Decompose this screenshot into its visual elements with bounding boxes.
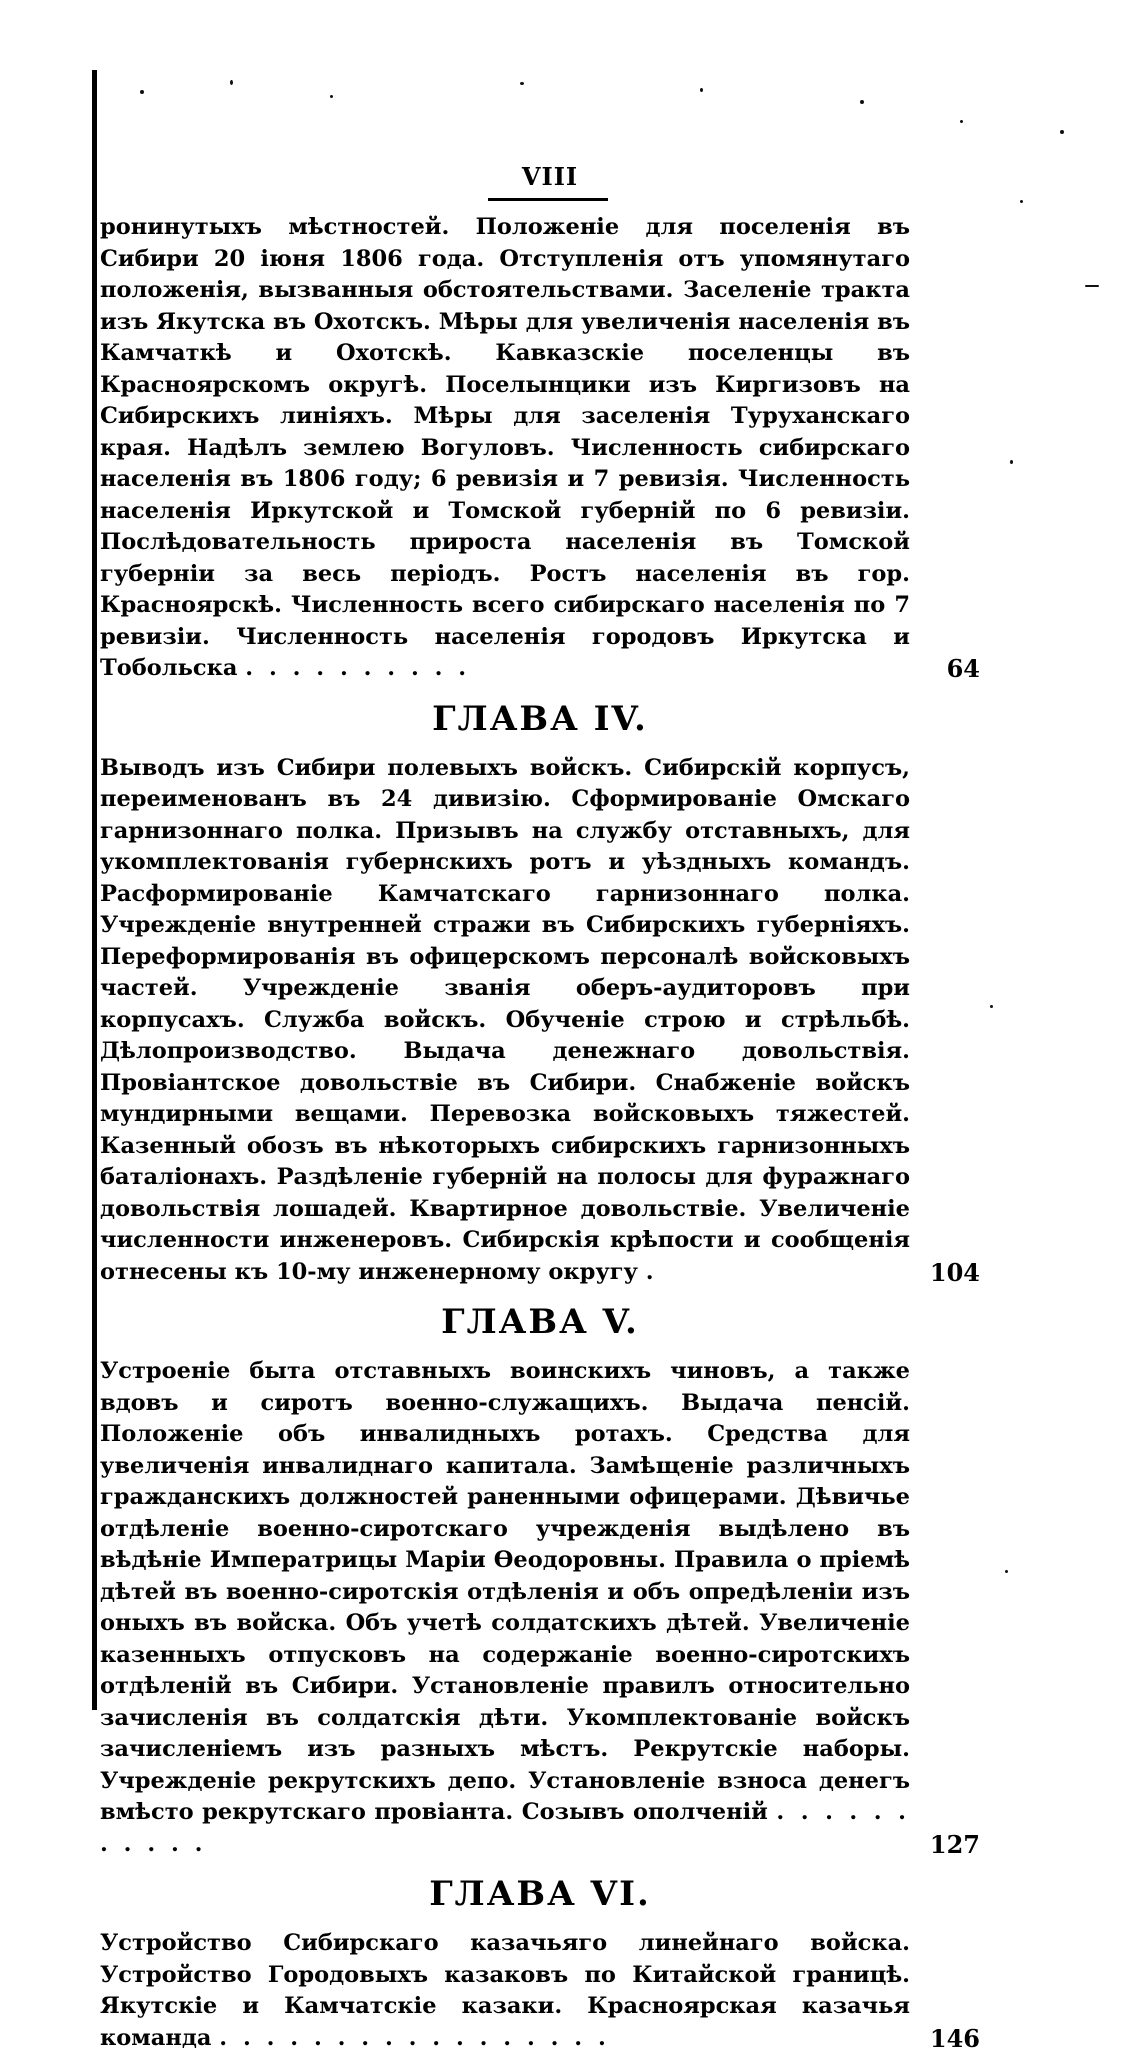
print-speck	[990, 1005, 993, 1008]
toc-page-ref: 64	[920, 653, 980, 685]
toc-entry-summary: Устроеніе быта отставныхъ воинскихъ чиновъ, а также вдовъ и сиротъ военно-служащихъ. Выдача пенсій. Положеніе объ инвалидныхъ ротахъ. Средства для увеличенія инвалиднаго капитала. Замѣщеніе различныхъ гражданскихъ должностей раненными офицерами. Дѣвичье отдѣленіе военно-сиротскаго учрежденія выдѣлено въ вѣдѣніе Императрицы Маріи Ѳеодоровны. Правила о пріемѣ дѣтей въ военно-сиротскія отдѣленія и объ опредѣленіи изъ оныхъ въ войска. Объ учетѣ солдатскихъ дѣтей. Увеличеніе казенныхъ отпусковъ на содержаніе военно-сиротскихъ отдѣленій въ Сибири. Установленіе правилъ относительно зачисленія въ солдатскія дѣти. Укомплектованіе войскъ зачисленіемъ изъ разныхъ мѣстъ. Рекрутскіе наборы. Учрежденіе рекрутскихъ депо. Установленіе взноса денегъ вмѣсто рекрутскаго провіанта. Созывъ ополченій	[100, 1358, 910, 1825]
print-speck	[520, 82, 524, 85]
print-speck	[1060, 130, 1064, 134]
print-speck	[700, 88, 703, 92]
leader-dots: .	[646, 1259, 658, 1285]
toc-entry-text	[100, 753, 910, 1289]
leader-dots: . . . . . . . . . . .	[100, 1799, 910, 1857]
toc-entry-text	[100, 212, 910, 685]
leader-dots: . . . . . . . . . .	[245, 655, 470, 681]
toc-entry-summary: Устройство Сибирскаго казачьяго линейнаго войска. Устройство Городовыхъ казаковъ по Китайской границѣ. Якутскіе и Камчатскіе казаки. Красноярская казачья команда	[100, 1930, 910, 2051]
leader-dots: . . . . . . . . . . . . . . . . .	[219, 2025, 610, 2051]
print-speck	[1005, 1570, 1008, 1573]
print-speck	[1010, 460, 1013, 464]
toc-entry	[100, 212, 980, 685]
toc-entry-summary: ронинутыхъ мѣстностей. Положеніе для поселенія въ Сибири 20 іюня 1806 года. Отступленія отъ упомянутаго положенія, вызванныя обстоятельствами. Заселеніе тракта изъ Якутска въ Охотскъ. Мѣры для увеличенія населенія въ Камчаткѣ и Охотскѣ. Кавказскіе поселенцы въ Красноярскомъ округѣ. Поселынцики изъ Киргизовъ на Сибирскихъ линіяхъ. Мѣры для заселенія Туруханскаго края. Надѣлъ землею Вогуловъ. Численность сибирскаго населенія въ 1806 году; 6 ревизія и 7 ревизія. Численность населенія Иркутской и Томской губерній по 6 ревизіи. Послѣдовательность прироста населенія въ Томской губерніи за весь періодъ. Ростъ населенія въ гор. Красноярскѣ. Численность всего сибирскаго населенія по 7 ревизіи. Численность населенія городовъ Иркутска и Тобольска	[100, 214, 910, 681]
binding-edge	[92, 70, 97, 1710]
print-speck	[860, 100, 864, 104]
toc-entry-text	[100, 1356, 910, 1860]
toc-page-ref: 127	[920, 1829, 980, 1861]
print-speck	[960, 120, 963, 123]
print-speck	[330, 95, 333, 98]
toc-entry	[100, 753, 980, 1289]
table-of-contents	[100, 212, 980, 2054]
print-speck	[230, 80, 233, 85]
header-rule	[488, 198, 608, 201]
toc-page-ref: 146	[920, 2023, 980, 2054]
print-speck	[1085, 285, 1099, 287]
chapter-heading: ГЛАВА IV.	[100, 699, 980, 739]
chapter-heading: ГЛАВА V.	[100, 1302, 980, 1342]
toc-entry-text	[100, 1928, 910, 2054]
toc-entry-summary: Выводъ изъ Сибири полевыхъ войскъ. Сибирскій корпусъ, переименованъ въ 24 дивизію. Сформированіе Омскаго гарнизоннаго полка. Призывъ на службу отставныхъ, для укомплектованія губернскихъ ротъ и уѣздныхъ командъ. Расформированіе Камчатскаго гарнизоннаго полка. Учрежденіе внутренней стражи въ Сибирскихъ губерніяхъ. Переформированія въ офицерскомъ персоналѣ войсковыхъ частей. Учрежденіе званія оберъ-аудиторовъ при корпусахъ. Служба войскъ. Обученіе строю и стрѣльбѣ. Дѣлопроизводство. Выдача денежнаго довольствія. Провіантское довольствіе въ Сибири. Снабженіе войскъ мундирными вещами. Перевозка войсковыхъ тяжестей. Казенный обозъ въ нѣкоторыхъ сибирскихъ гарнизонныхъ баталіонахъ. Раздѣленіе губерній на полосы для фуражнаго довольствія лошадей. Квартирное довольствіе. Увеличеніе численности инженеровъ. Сибирскія крѣпости и сообщенія отнесены къ 10-му инженерному округу	[100, 755, 910, 1285]
toc-entry	[100, 1928, 980, 2054]
chapter-heading: ГЛАВА VI.	[100, 1874, 980, 1914]
toc-page-ref: 104	[920, 1257, 980, 1289]
page-number: VIII	[500, 162, 600, 191]
print-speck	[1020, 200, 1023, 203]
toc-entry	[100, 1356, 980, 1860]
print-speck	[140, 90, 144, 94]
